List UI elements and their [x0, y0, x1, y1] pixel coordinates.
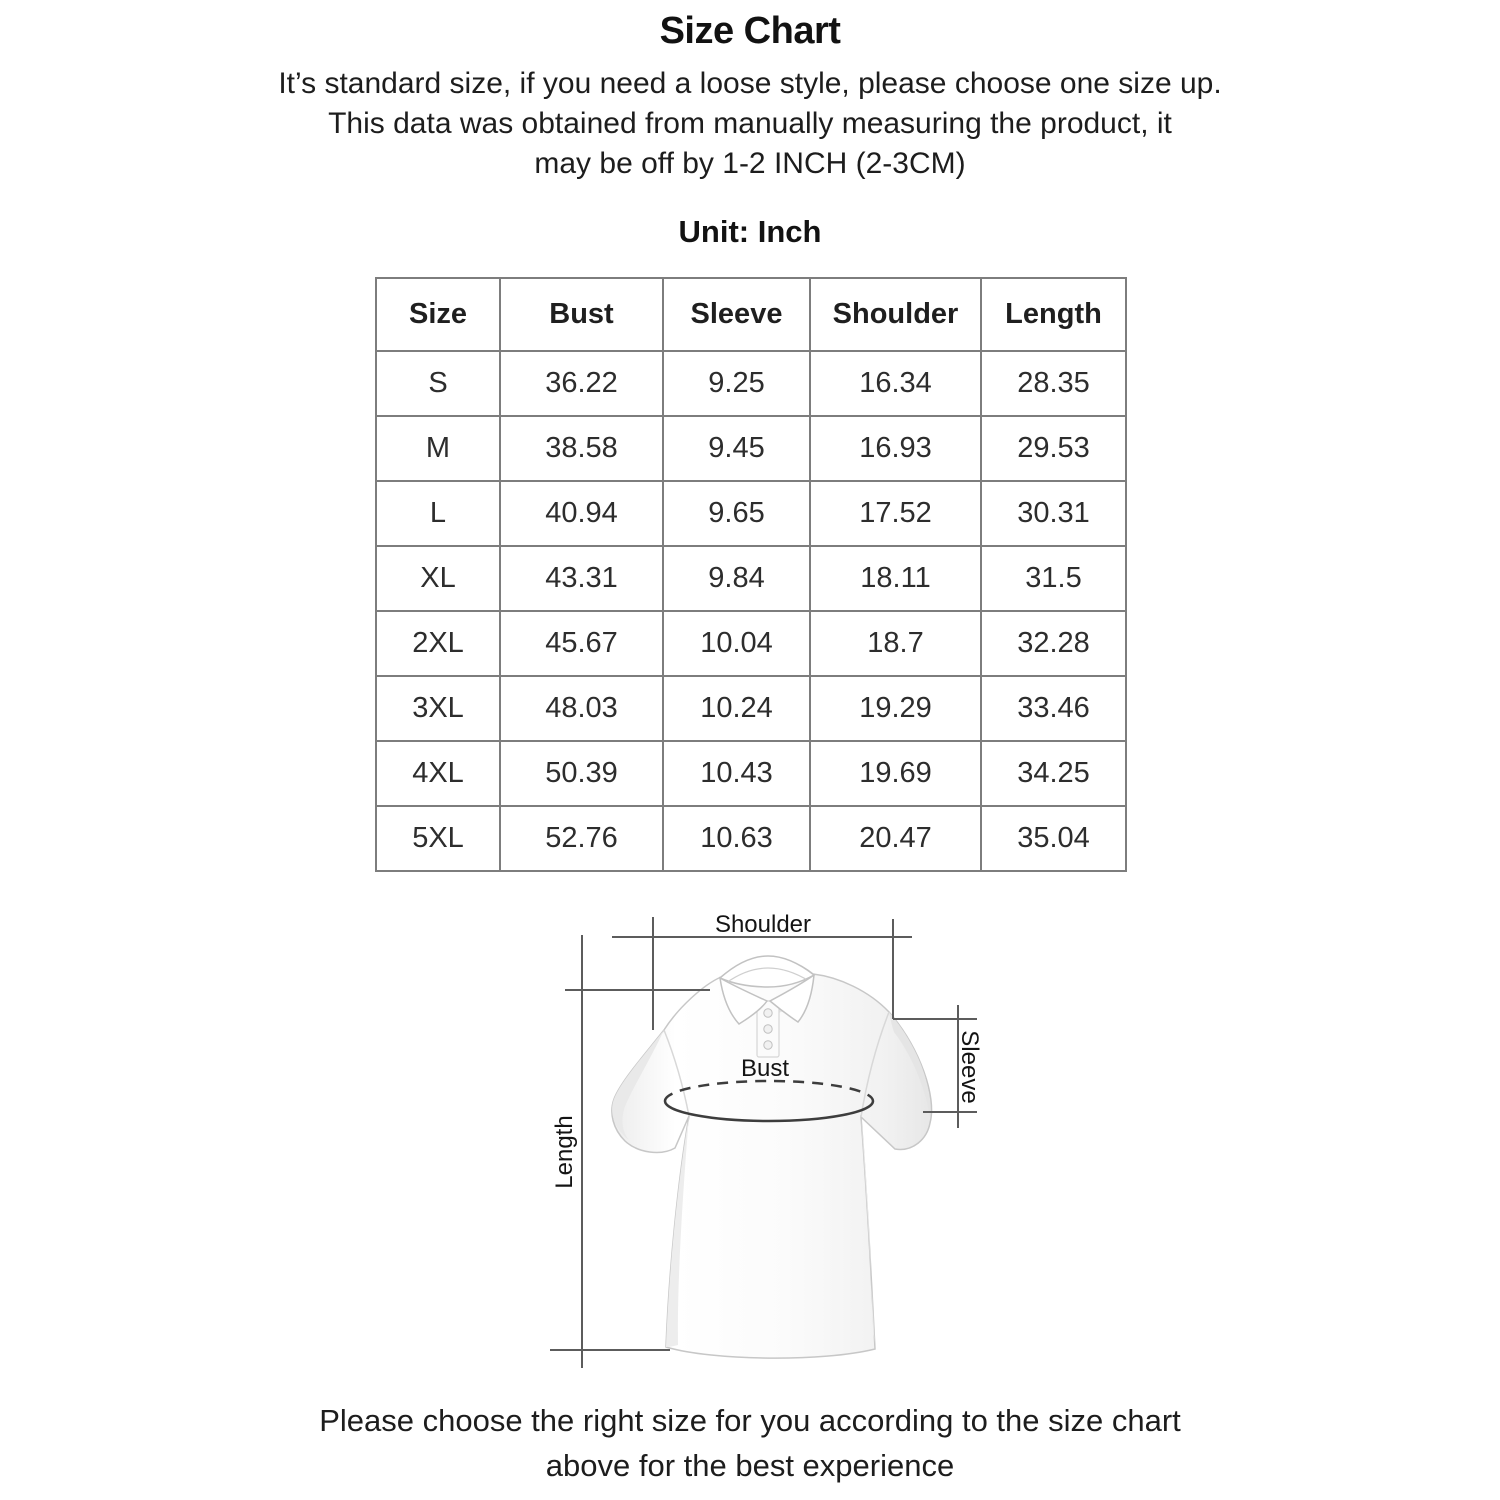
- table-row: [376, 806, 1126, 871]
- sleeve-label: Sleeve: [956, 1030, 983, 1104]
- table-cell: 33.46: [981, 676, 1126, 741]
- table-cell: 48.03: [500, 676, 663, 741]
- table-cell: 19.29: [810, 676, 981, 741]
- size-cell: XL: [376, 546, 500, 611]
- table-cell: 36.22: [500, 351, 663, 416]
- table-cell: 31.5: [981, 546, 1126, 611]
- table-cell: 40.94: [500, 481, 663, 546]
- table-cell: 9.84: [663, 546, 810, 611]
- table-cell: 19.69: [810, 741, 981, 806]
- table-cell: 16.93: [810, 416, 981, 481]
- size-disclaimer-line: It’s standard size, if you need a loose style, please choose one size up.: [278, 67, 1222, 100]
- table-cell: 28.35: [981, 351, 1126, 416]
- column-header-size: Size: [376, 278, 500, 351]
- size-cell: 4XL: [376, 741, 500, 806]
- table-cell: 9.65: [663, 481, 810, 546]
- column-header-bust: Bust: [500, 278, 663, 351]
- column-header-shoulder: Shoulder: [810, 278, 981, 351]
- table-cell: 10.43: [663, 741, 810, 806]
- table-cell: 9.25: [663, 351, 810, 416]
- size-chart-table: [375, 277, 1127, 872]
- table-header-row: [376, 278, 1126, 351]
- size-cell: 3XL: [376, 676, 500, 741]
- table-row: [376, 481, 1126, 546]
- table-row: [376, 351, 1126, 416]
- table-row: [376, 741, 1126, 806]
- column-header-length: Length: [981, 278, 1126, 351]
- size-cell: 5XL: [376, 806, 500, 871]
- polo-shirt-illustration: [520, 898, 1040, 1385]
- table-cell: 10.04: [663, 611, 810, 676]
- table-cell: 34.25: [981, 741, 1126, 806]
- table-cell: 16.34: [810, 351, 981, 416]
- table-cell: 32.28: [981, 611, 1126, 676]
- size-disclaimer-line: This data was obtained from manually measuring the product, it: [328, 107, 1172, 140]
- table-cell: 9.45: [663, 416, 810, 481]
- table-row: [376, 611, 1126, 676]
- table-cell: 10.63: [663, 806, 810, 871]
- size-disclaimer-line: may be off by 1-2 INCH (2-3CM): [534, 147, 966, 180]
- size-cell: L: [376, 481, 500, 546]
- size-advice: [0, 1398, 1500, 1488]
- table-cell: 43.31: [500, 546, 663, 611]
- table-cell: 18.7: [810, 611, 981, 676]
- shoulder-label: Shoulder: [714, 911, 812, 938]
- table-cell: 35.04: [981, 806, 1126, 871]
- table-cell: 45.67: [500, 611, 663, 676]
- table-cell: 17.52: [810, 481, 981, 546]
- table-row: [376, 416, 1126, 481]
- table-row: [376, 546, 1126, 611]
- table-cell: 52.76: [500, 806, 663, 871]
- page-title: Size Chart: [659, 10, 841, 52]
- polo-shirt-graphic: [612, 956, 932, 1358]
- table-cell: 18.11: [810, 546, 981, 611]
- size-cell: 2XL: [376, 611, 500, 676]
- size-cell: S: [376, 351, 500, 416]
- bust-label: Bust: [740, 1055, 790, 1082]
- length-label: Length: [551, 1115, 578, 1189]
- table-cell: 50.39: [500, 741, 663, 806]
- column-header-sleeve: Sleeve: [663, 278, 810, 351]
- table-row: [376, 676, 1126, 741]
- size-advice-line: above for the best experience: [545, 1448, 955, 1483]
- size-cell: M: [376, 416, 500, 481]
- table-cell: 20.47: [810, 806, 981, 871]
- unit-label: Unit: Inch: [678, 214, 822, 249]
- table-cell: 29.53: [981, 416, 1126, 481]
- table-cell: 10.24: [663, 676, 810, 741]
- table-cell: 38.58: [500, 416, 663, 481]
- size-advice-line: Please choose the right size for you according to the size chart: [319, 1403, 1181, 1438]
- size-disclaimer: [0, 64, 1500, 184]
- table-cell: 30.31: [981, 481, 1126, 546]
